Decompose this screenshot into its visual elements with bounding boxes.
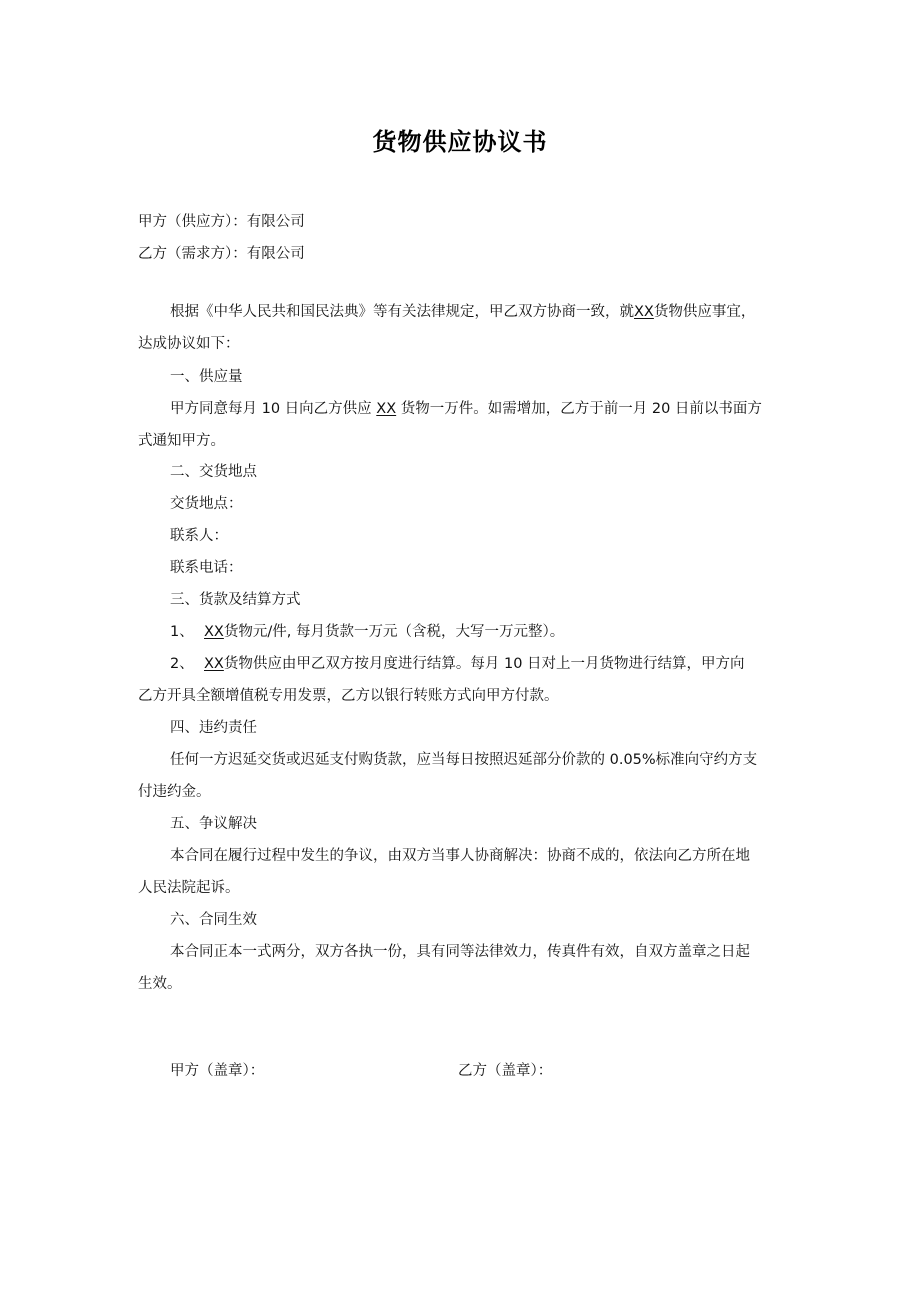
section-3-item-2 xyxy=(170,654,745,674)
document-title: 货物供应协议书 xyxy=(372,128,548,156)
s1-placeholder: XX xyxy=(376,401,397,417)
item-2-placeholder: XX xyxy=(204,656,224,672)
item-1-text: 货物元/件, 每月货款一万元（含税，大写一万元整）。 xyxy=(223,624,565,640)
section-1-line-2: 式通知甲方。 xyxy=(138,433,225,449)
signature-party-a: 甲方（盖章）： xyxy=(170,1063,265,1079)
delivery-phone: 联系电话： xyxy=(170,560,243,576)
section-3-item-1 xyxy=(170,622,564,642)
section-3-item-2-line-2: 乙方开具全额增值税专用发票，乙方以银行转账方式向甲方付款。 xyxy=(138,688,559,704)
section-4-line-2: 付违约金。 xyxy=(138,784,211,800)
delivery-address: 交货地点： xyxy=(170,496,243,512)
intro-text-post: 货物供应事宜， xyxy=(653,304,756,320)
item-1-number: 1、 xyxy=(170,624,194,640)
section-5-line-1: 本合同在履行过程中发生的争议，由双方当事人协商解决：协商不成的，依法向乙方所在地 xyxy=(170,848,750,864)
intro-text-pre: 根据《中华人民共和国民法典》等有关法律规定，甲乙双方协商一致，就 xyxy=(170,304,634,320)
section-6-line-2: 生效。 xyxy=(138,976,182,992)
party-b: 乙方（需求方）：有限公司 xyxy=(138,246,305,262)
intro-line-1 xyxy=(170,302,755,322)
intro-line-2: 达成协议如下： xyxy=(138,336,240,352)
s1-text-post: 货物一万件。如需增加，乙方于前一月 20 日前以书面方 xyxy=(400,401,762,417)
delivery-contact: 联系人： xyxy=(170,528,228,544)
section-3-heading: 三、货款及结算方式 xyxy=(170,592,301,608)
section-2-heading: 二、交货地点 xyxy=(170,464,257,480)
item-2-text: 货物供应由甲乙双方按月度进行结算。每月 10 日对上一月货物进行结算，甲方向 xyxy=(223,656,745,672)
section-4-heading: 四、违约责任 xyxy=(170,720,257,736)
section-5-heading: 五、争议解决 xyxy=(170,816,257,832)
signature-party-b: 乙方（盖章）： xyxy=(458,1063,553,1079)
intro-placeholder: XX xyxy=(634,304,654,320)
section-1-heading: 一、供应量 xyxy=(170,369,243,385)
item-2-number: 2、 xyxy=(170,656,194,672)
section-5-line-2: 人民法院起诉。 xyxy=(138,880,240,896)
section-4-line-1: 任何一方迟延交货或迟延支付购货款，应当每日按照迟延部分价款的 0.05%标准向守约方支 xyxy=(170,752,758,768)
party-a: 甲方（供应方）：有限公司 xyxy=(138,214,305,230)
item-1-placeholder: XX xyxy=(204,624,224,640)
section-1-line-1 xyxy=(170,399,762,419)
section-6-line-1: 本合同正本一式两分，双方各执一份，具有同等法律效力，传真件有效，自双方盖章之日起 xyxy=(170,944,750,960)
s1-text-pre: 甲方同意每月 10 日向乙方供应 xyxy=(170,401,372,417)
section-6-heading: 六、合同生效 xyxy=(170,912,257,928)
